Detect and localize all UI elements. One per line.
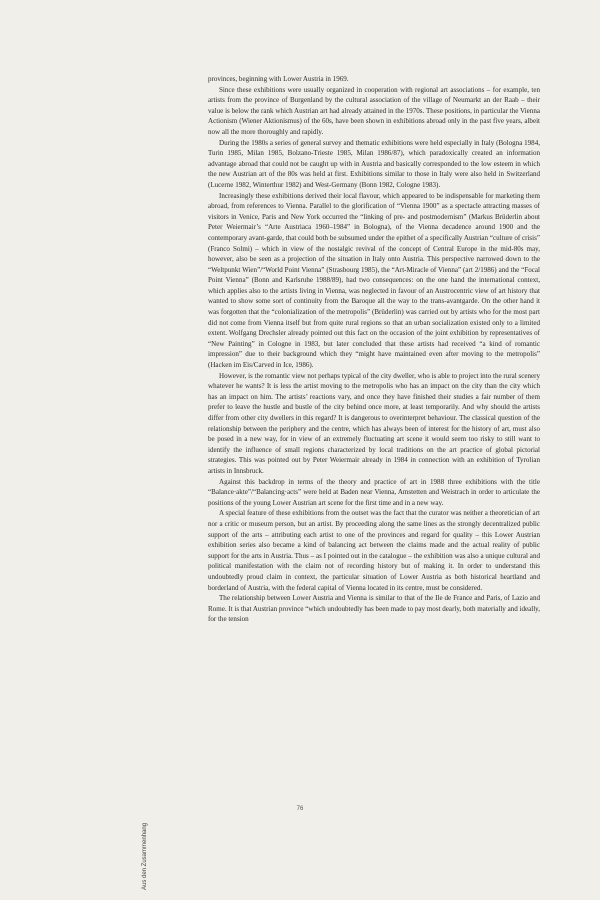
running-footer-vertical: Aus den Zusammenhang bbox=[142, 822, 148, 890]
paragraph: A special feature of these exhibitions from the outset was the fact that the curator was neither a theoretician of art nor a critic or museum person, but an artist. By proceeding along the same lines as the strongly decentralized public support of the arts – attributing each artist to one of the provinces and regard for quality – this Lower Austrian exhibition series also became a kind of balancing act between the claims made and the actual reality of public support for the arts in Austria. Thus – as I pointed out in the catalogue – the exhibition was also a unique cultural and political manifestation with the claim not of recording history but of making it. In order to understand this undoubtedly proud claim in context, the particular situation of Lower Austria as both historical heartland and borderland of Austria, with the federal capital of Vienna located in its centre, must be considered. bbox=[208, 509, 540, 592]
paragraph: During the 1980s a series of general survey and thematic exhibitions were held especially in Italy (Bologna 1984, Turin 1985, Milan 1985, Bolzano-Trieste 1985, Milan 1986/87), which paradoxically created an information advantage abroad that could not be caught up with in Austria and basically corresponded to the low esteem in which the new Austrian art of the 80s was held at first. Exhibitions similar to those in Italy were also held in Switzerland (Lucerne 1982, Winterthur 1982) and West-Germany (Bonn 1982, Cologne 1983). bbox=[208, 138, 540, 189]
body-text bbox=[208, 74, 540, 625]
page-number: 76 bbox=[296, 806, 304, 812]
paragraph: Increasingly these exhibitions derived their local flavour, which appeared to be indispensable for marketing them abroad, from references to Vienna. Parallel to the glorification of “Vienna 1900” as a spectacle attracting masses of visitors in Venice, Paris and New York occurred the “linking of pre- and postmodernism” (Markus Brüderlin about Peter Weiermair’s “Arte Austriaca 1960–1984” in Bologna), of the Vienna decadence around 1900 and the contemporary avant-garde, that could both be subsumed under the epithet of a specifically Austrian “culture of crisis” (Franco Solmi) – which in view of the nostalgic revival of the concept of Central Europe in the mid-80s may, however, also be seen as a projection of the situation in Italy onto Austria. This perspective narrowed down to the “Weltpunkt Wien”/“World Point Vienna” (Strasbourg 1985), the “Art-Miracle of Vienna” (art 2/1986) and the “Focal Point Vienna” (Bonn and Karlsruhe 1988/89), had two consequences: on the one hand the international context, which applies also to the artists living in Vienna, was neglected in favour of an Austrocentric view of art history that wanted to show some sort of continuity from the Baroque all the way to the trans-avantgarde. On the other hand it was forgotten that the “colonialization of the metropolis” (Brüderlin) was carried out by artists who for the most part did not come from Vienna itself but from quite rural regions so that an urban socialization existed only to a limited extent. Wolfgang Drechsler already pointed out this fact on the occasion of the joint exhibition by representatives of “New Painting” in Cologne in 1983, but later concluded that these artists had received “a kind of romantic impression” due to their background which they “might have maintained even after moving to the metropolis” (Hacken im Eis/Carved in Ice, 1986). bbox=[208, 191, 540, 370]
paragraph: The relationship between Lower Austria and Vienna is similar to that of the Ile de France and Paris, of Lazio and Rome. It is that Austrian province “which undoubtedly has been made to pay most dearly, both materially and ideally, for the tension bbox=[208, 594, 540, 624]
paragraph: provinces, beginning with Lower Austria in 1969. bbox=[208, 75, 349, 83]
paragraph: Since these exhibitions were usually organized in cooperation with regional art associations – for example, ten artists from the province of Burgenland by the cultural association of the village of Neumarkt an der Raab – their value is below the rank which Austrian art had already attained in the 1970s. These positions, in particular the Vienna Actionism (Wiener Aktionismus) of the 60s, have been shown in exhibitions abroad only in the past five years, albeit now all the more thoroughly and rapidly. bbox=[208, 85, 540, 136]
paragraph: Against this backdrop in terms of the theory and practice of art in 1988 three exhibitions with the title “Balance·akte”/“Balancing·acts” were held at Baden near Vienna, Amstetten and Weistrach in order to articulate the positions of the young Lower Austrian art scene for the first time and in a new way. bbox=[208, 477, 540, 507]
paragraph: However, is the romantic view not perhaps typical of the city dweller, who is able to project into the rural scenery whatever he wants? It is less the artist moving to the metropolis who has an impact on the city than the city which has an impact on him. The artists’ reactions vary, and once they have finished their studies a fair number of them prefer to leave the hustle and bustle of the city behind once more, at least temporarily. And why should the artists differ from other city dwellers in this regard? It is dangerous to overinterpret behaviour. The classical question of the relationship between the periphery and the centre, which has always been of interest for the history of art, must also be posed in a new way, for in view of an extremely fluctuating art scene it would seem too risky to still want to identify the influence of small regions characterized by local traditions on the art practice of global pictorial strategies. This was pointed out by Peter Weiermair already in 1984 in connection with an exhibition of Tyrolian artists in Innsbruck. bbox=[208, 371, 540, 475]
